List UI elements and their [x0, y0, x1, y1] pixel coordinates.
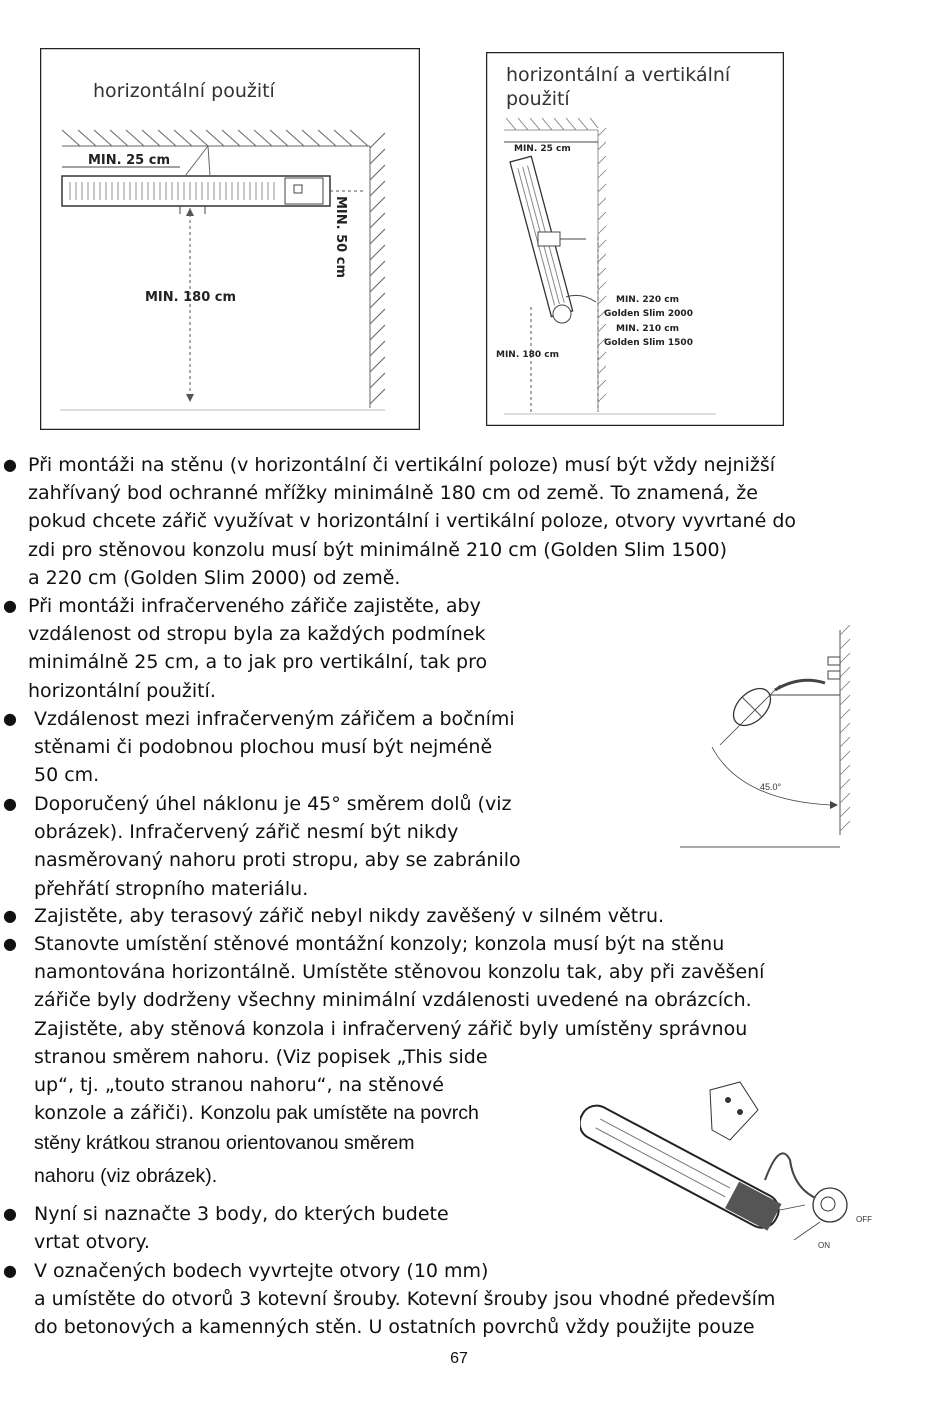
bullet-dot: ● — [3, 709, 17, 728]
bullet-line: Zajistěte, aby terasový zářič nebyl nikdy zavěšený v silném větru. — [34, 905, 665, 927]
bullet-line: Doporučený úhel náklonu je 45° směrem dolů (viz — [34, 793, 512, 815]
bullet-line: a umístěte do otvorů 3 kotevní šrouby. Kotevní šrouby jsou vhodné především — [34, 1288, 776, 1311]
vertical-min-ceiling-label: MIN. 25 cm — [514, 144, 571, 154]
bullet-line: přehřátí stropního materiálu. — [34, 877, 309, 900]
vertical-use-title-line1: horizontální a vertikální — [506, 64, 731, 86]
bullet-line: zářiče byly dodrženy všechny minimální vzdálenosti uvedené na obrázcích. — [34, 989, 752, 1012]
bullet-line: up“, tj. „touto stranou nahoru“, na stěnové — [34, 1074, 444, 1097]
bullet-line: stěnami či podobnou plochou musí být nejméně — [34, 736, 493, 759]
horizontal-min-floor-label: MIN. 180 cm — [145, 290, 237, 305]
vertical-min-210-label: MIN. 210 cm — [616, 324, 680, 334]
bullet-dot: ● — [3, 1204, 17, 1223]
bullet-dot: ● — [3, 794, 17, 813]
bullet-line: horizontální použití. — [28, 679, 216, 702]
bullet-line: a 220 cm (Golden Slim 2000) od země. — [28, 566, 401, 589]
bullet-line: Při montáži na stěnu (v horizontální či vertikální poloze) musí být vždy nejnižší — [28, 454, 776, 476]
bullet-line: Stanovte umístění stěnové montážní konzoly; konzola musí být na stěnu — [34, 933, 725, 955]
bullet-line: stranou směrem nahoru. (Viz popisek „This side — [34, 1045, 488, 1068]
bullet-line: obrázek). Infračervený zářič nesmí být nikdy — [34, 821, 459, 844]
bullet-line: zdi pro stěnovou konzolu musí být minimálně 210 cm (Golden Slim 1500) — [28, 538, 728, 561]
bullet-line: stěny krátkou stranou orientovanou směrem — [34, 1132, 415, 1155]
bullet-line: zahřívaný bod ochranné mřížky minimálně 180 cm od země. To znamená, že — [28, 482, 758, 505]
bullet-dot: ● — [3, 596, 17, 615]
bullet-line: vzdálenost od stropu byla za každých podmínek — [28, 623, 486, 646]
horizontal-min-ceiling-label: MIN. 25 cm — [88, 153, 170, 168]
bracket-on-label: ON — [818, 1241, 830, 1250]
bullet-line: V označených bodech vyvrtejte otvory (10 mm) — [34, 1260, 489, 1282]
vertical-slim-2000-label: Golden Slim 2000 — [604, 309, 693, 319]
bullet-line: Vzdálenost mezi infračerveným zářičem a bočními — [34, 708, 515, 730]
tilt-angle-diagram — [680, 625, 880, 853]
bullet-dot: ● — [3, 1261, 17, 1280]
bullet-line: Nyní si naznačte 3 body, do kterých budete — [34, 1203, 449, 1225]
horizontal-use-title: horizontální použití — [93, 80, 275, 102]
bullet-line: minimálně 25 cm, a to jak pro vertikální, tak pro — [28, 651, 488, 674]
bullet-line: 50 cm. — [34, 764, 100, 787]
bullet-line: Konzolu pak umístěte na povrch — [200, 1102, 479, 1125]
bracket-off-label: OFF — [856, 1215, 872, 1224]
bullet-line: do betonových a kamenných stěn. U ostatních povrchů vždy použijte pouze — [34, 1316, 755, 1339]
horizontal-use-diagram — [40, 48, 420, 430]
vertical-use-title-line2: použití — [506, 88, 570, 110]
bullet-dot: ● — [3, 906, 17, 925]
bullet-line: vrtat otvory. — [34, 1231, 150, 1254]
page-number: 67 — [450, 1350, 468, 1367]
bullet-line: nasměrovaný nahoru proti stropu, aby se zabránilo — [34, 849, 521, 872]
vertical-min-220-label: MIN. 220 cm — [616, 295, 680, 305]
bullet-line: pokud chcete zářič využívat v horizontální i vertikální poloze, otvory vyvrtané do — [28, 510, 797, 533]
angle-label: 45.0° — [760, 782, 782, 792]
bullet-dot: ● — [3, 455, 17, 474]
figure-tilt-angle — [680, 625, 880, 853]
bullet-line: Při montáži infračerveného zářiče zajistěte, aby — [28, 595, 481, 617]
vertical-slim-1500-label: Golden Slim 1500 — [604, 338, 693, 348]
bullet-line: konzole a zářiči). — [34, 1102, 195, 1125]
bullet-dot: ● — [3, 934, 17, 953]
bullet-line: nahoru (viz obrázek). — [34, 1165, 218, 1188]
bullet-line: namontována horizontálně. Umístěte stěnovou konzolu tak, aby při zavěšení — [34, 961, 765, 984]
horizontal-min-side-label: MIN. 50 cm — [333, 196, 348, 278]
vertical-min-floor-label: MIN. 180 cm — [496, 350, 560, 360]
bullet-line: Zajistěte, aby stěnová konzola i infračervený zářič byly umístěny správnou — [34, 1017, 748, 1040]
figure-horizontal-use — [40, 48, 420, 430]
bullet-line-mixed — [34, 1099, 764, 1127]
figure-vertical-use — [486, 52, 784, 426]
